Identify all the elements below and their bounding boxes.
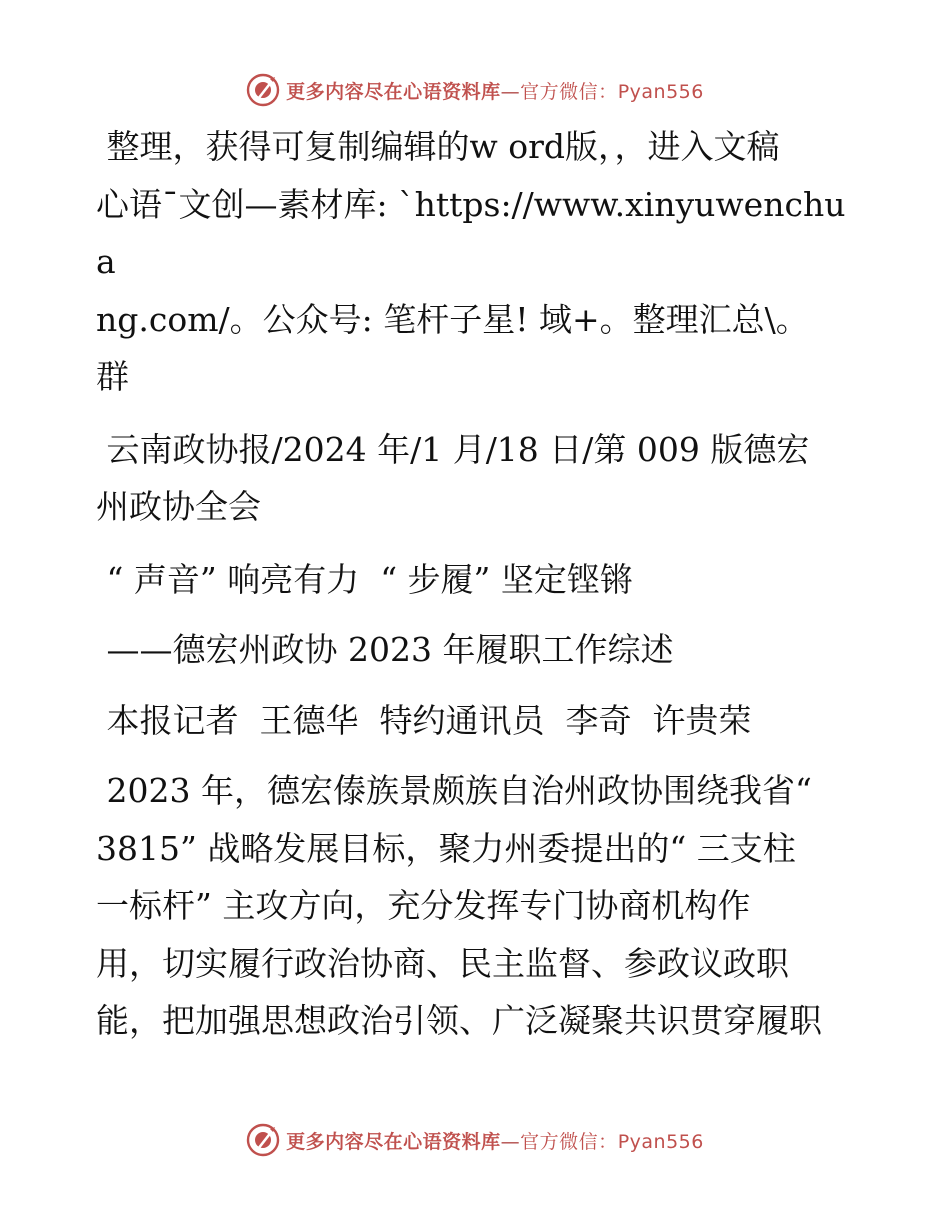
intro-line: ng.com/。公众号: 笔杆子星! 域+。整理汇总\。 bbox=[96, 299, 809, 339]
article-headline: “ 声音” 响亮有力 “ 步履” 坚定铿锵 bbox=[96, 559, 633, 599]
banner-wechat-label: 官方微信： bbox=[520, 1130, 618, 1153]
article-byline: 本报记者 王德华 特约通讯员 李奇 许贵荣 bbox=[96, 700, 752, 740]
banner-text bbox=[286, 1127, 704, 1154]
intro-line: 心语¯文创—素材库: `https://www.xinyuwenchua bbox=[96, 184, 846, 281]
source-line: 云南政协报/2024 年/1 月/18 日/第 009 版德宏 bbox=[96, 429, 810, 469]
document-body bbox=[96, 118, 856, 1050]
banner-main-text: 更多内容尽在心语资料库 bbox=[286, 80, 501, 103]
body-line: 能，把加强思想政治引领、广泛凝聚共识贯穿履职 bbox=[96, 1001, 822, 1040]
body-line: 用，切实履行政治协商、民主监督、参政议政职 bbox=[96, 943, 789, 983]
intro-line: 整理，获得可复制编辑的w ord版，，进入文稿 bbox=[96, 127, 780, 166]
banner-wechat-id: Pyan556 bbox=[617, 1130, 704, 1153]
body-line: 2023 年，德宏傣族景颇族自治州政协围绕我省“ bbox=[96, 771, 812, 810]
banner-wechat-label: 官方微信： bbox=[520, 80, 618, 103]
header-watermark-banner bbox=[0, 70, 950, 110]
banner-text bbox=[286, 77, 704, 104]
body-line: 一标杆” 主攻方向，充分发挥专门协商机构作 bbox=[96, 886, 751, 925]
banner-wechat-id: Pyan556 bbox=[617, 80, 704, 103]
banner-separator: — bbox=[500, 1130, 521, 1153]
article-subheadline: ——德宏州政协 2023 年履职工作综述 bbox=[96, 630, 674, 669]
xinyu-logo-icon bbox=[246, 73, 280, 107]
source-line: 州政协全会 bbox=[96, 487, 261, 526]
intro-line: 群 bbox=[96, 357, 129, 396]
xinyu-logo-icon bbox=[246, 1123, 280, 1157]
footer-watermark-banner bbox=[0, 1120, 950, 1160]
banner-separator: — bbox=[500, 80, 521, 103]
body-line: 3815” 战略发展目标，聚力州委提出的“ 三支柱 bbox=[96, 828, 796, 868]
banner-main-text: 更多内容尽在心语资料库 bbox=[286, 1130, 501, 1153]
